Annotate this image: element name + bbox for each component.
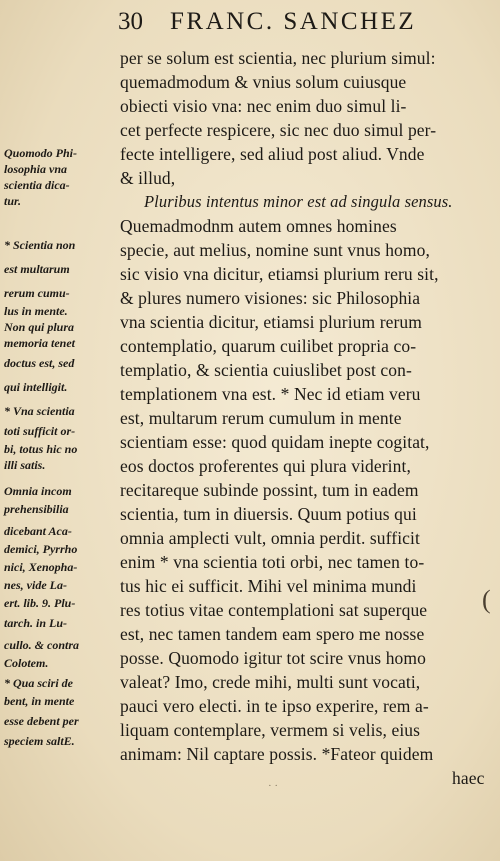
body-line: & illud, bbox=[120, 168, 176, 188]
body-line: obiecti visio vna: nec enim duo simul li- bbox=[120, 96, 407, 116]
body-line: liquam contemplare, vermem si velis, eius bbox=[120, 720, 421, 740]
margin-note: Non qui plura bbox=[4, 320, 75, 334]
margin-note: cullo. & contra bbox=[4, 638, 80, 652]
margin-note: * Vna scientia bbox=[4, 404, 75, 418]
body-line: enim * vna scientia toti orbi, nec tamen to- bbox=[120, 552, 425, 572]
margin-note: tur. bbox=[4, 194, 22, 208]
body-line: animam: Nil captare possis. *Fateor quidem bbox=[120, 744, 434, 764]
margin-note: Quomodo Phi- bbox=[4, 146, 78, 160]
margin-note: esse debent per bbox=[4, 714, 79, 728]
body-line: quemadmodum & vnius solum cuiusque bbox=[120, 72, 407, 92]
body-line: tus hic ei sufficit. Mihi vel minima mundi bbox=[120, 576, 417, 596]
body-line: & plures numero visiones: sic Philosophia bbox=[120, 288, 421, 308]
margin-note: speciem saltE. bbox=[4, 734, 75, 748]
body-line: templatio, & scientia cuiuslibet post con- bbox=[120, 360, 412, 380]
body-line: res totius vitae contemplationi sat superque bbox=[120, 600, 428, 620]
page-header bbox=[118, 8, 494, 38]
body-line: scientia, tum in diuersis. Quum potius qui bbox=[120, 504, 417, 524]
body-line: sic visio vna dicitur, etiamsi plurium reru sit, bbox=[120, 264, 439, 284]
margin-note: Colotem. bbox=[4, 656, 49, 670]
margin-note: prehensibilia bbox=[4, 502, 69, 516]
body-line: specie, aut melius, nomine sunt vnus homo, bbox=[120, 240, 430, 260]
body-line: templationem vna est. * Nec id etiam veru bbox=[120, 384, 421, 404]
margin-note: demici, Pyrrho bbox=[4, 542, 78, 556]
body-line: contemplatio, quarum cuilibet propria co- bbox=[120, 336, 417, 356]
body-line: fecte intelligere, sed aliud post aliud. Vnde bbox=[120, 144, 425, 164]
body-line: recitareque subinde possint, tum in eadem bbox=[120, 480, 419, 500]
margin-note: nes, vide La- bbox=[4, 578, 67, 592]
body-line: posse. Quomodo igitur tot scire vnus homo bbox=[120, 648, 426, 668]
page-number: 30 bbox=[118, 8, 143, 35]
margin-note: qui intelligit. bbox=[4, 380, 68, 394]
margin-note: * Qua sciri de bbox=[4, 676, 73, 690]
margin-note: tarch. in Lu- bbox=[4, 616, 68, 630]
margin-note: toti sufficit or- bbox=[4, 424, 76, 438]
body-line: Quemadmodnm autem omnes homines bbox=[120, 216, 397, 236]
body-line: omnia amplecti vult, omnia perdit. sufficit bbox=[120, 528, 420, 548]
body-line: eos doctos proferentes qui plura viderint, bbox=[120, 456, 411, 476]
margin-note: illi satis. bbox=[4, 458, 46, 472]
verse-quotation: Pluribus intentus minor est ad singula sensus. bbox=[144, 192, 453, 211]
margin-note: ert. lib. 9. Plu- bbox=[4, 596, 76, 610]
margin-note: memoria tenet bbox=[4, 336, 75, 350]
margin-note: bent, in mente bbox=[4, 694, 75, 708]
margin-note: lus in mente. bbox=[4, 304, 68, 318]
body-line: per se solum est scientia, nec plurium simul: bbox=[120, 48, 436, 68]
body-line: est, nec tamen tandem eam spero me nosse bbox=[120, 624, 425, 644]
body-line: est, multarum rerum cumulum in mente bbox=[120, 408, 402, 428]
margin-note: est multarum bbox=[4, 262, 70, 276]
margin-note: doctus est, sed bbox=[4, 356, 75, 370]
running-head: FRANC. SANCHEZ bbox=[170, 8, 417, 35]
body-line: cet perfecte respicere, sic nec duo simul per- bbox=[120, 120, 437, 140]
margin-note: * Scientia non bbox=[4, 238, 76, 252]
body-line: scientiam esse: quod quidam inepte cogitat, bbox=[120, 432, 430, 452]
margin-note: losophia vna bbox=[4, 162, 68, 176]
body-line: pauci vero electi. in te ipso experire, rem a- bbox=[120, 696, 429, 716]
margin-note: Omnia incom bbox=[4, 484, 72, 498]
page-edge-mark: ( bbox=[482, 585, 491, 614]
catchword: haec bbox=[452, 768, 485, 788]
margin-note: bi, totus hic no bbox=[4, 442, 78, 456]
body-line: valeat? Imo, crede mihi, multi sunt vocati, bbox=[120, 672, 421, 692]
margin-note: rerum cumu- bbox=[4, 286, 70, 300]
margin-note: nici, Xenopha- bbox=[4, 560, 78, 574]
ink-spot: · · bbox=[268, 780, 279, 792]
body-line: vna scientia dicitur, etiamsi plurium rerum bbox=[120, 312, 422, 332]
margin-note: dicebant Aca- bbox=[4, 524, 72, 538]
margin-note: scientia dica- bbox=[4, 178, 70, 192]
